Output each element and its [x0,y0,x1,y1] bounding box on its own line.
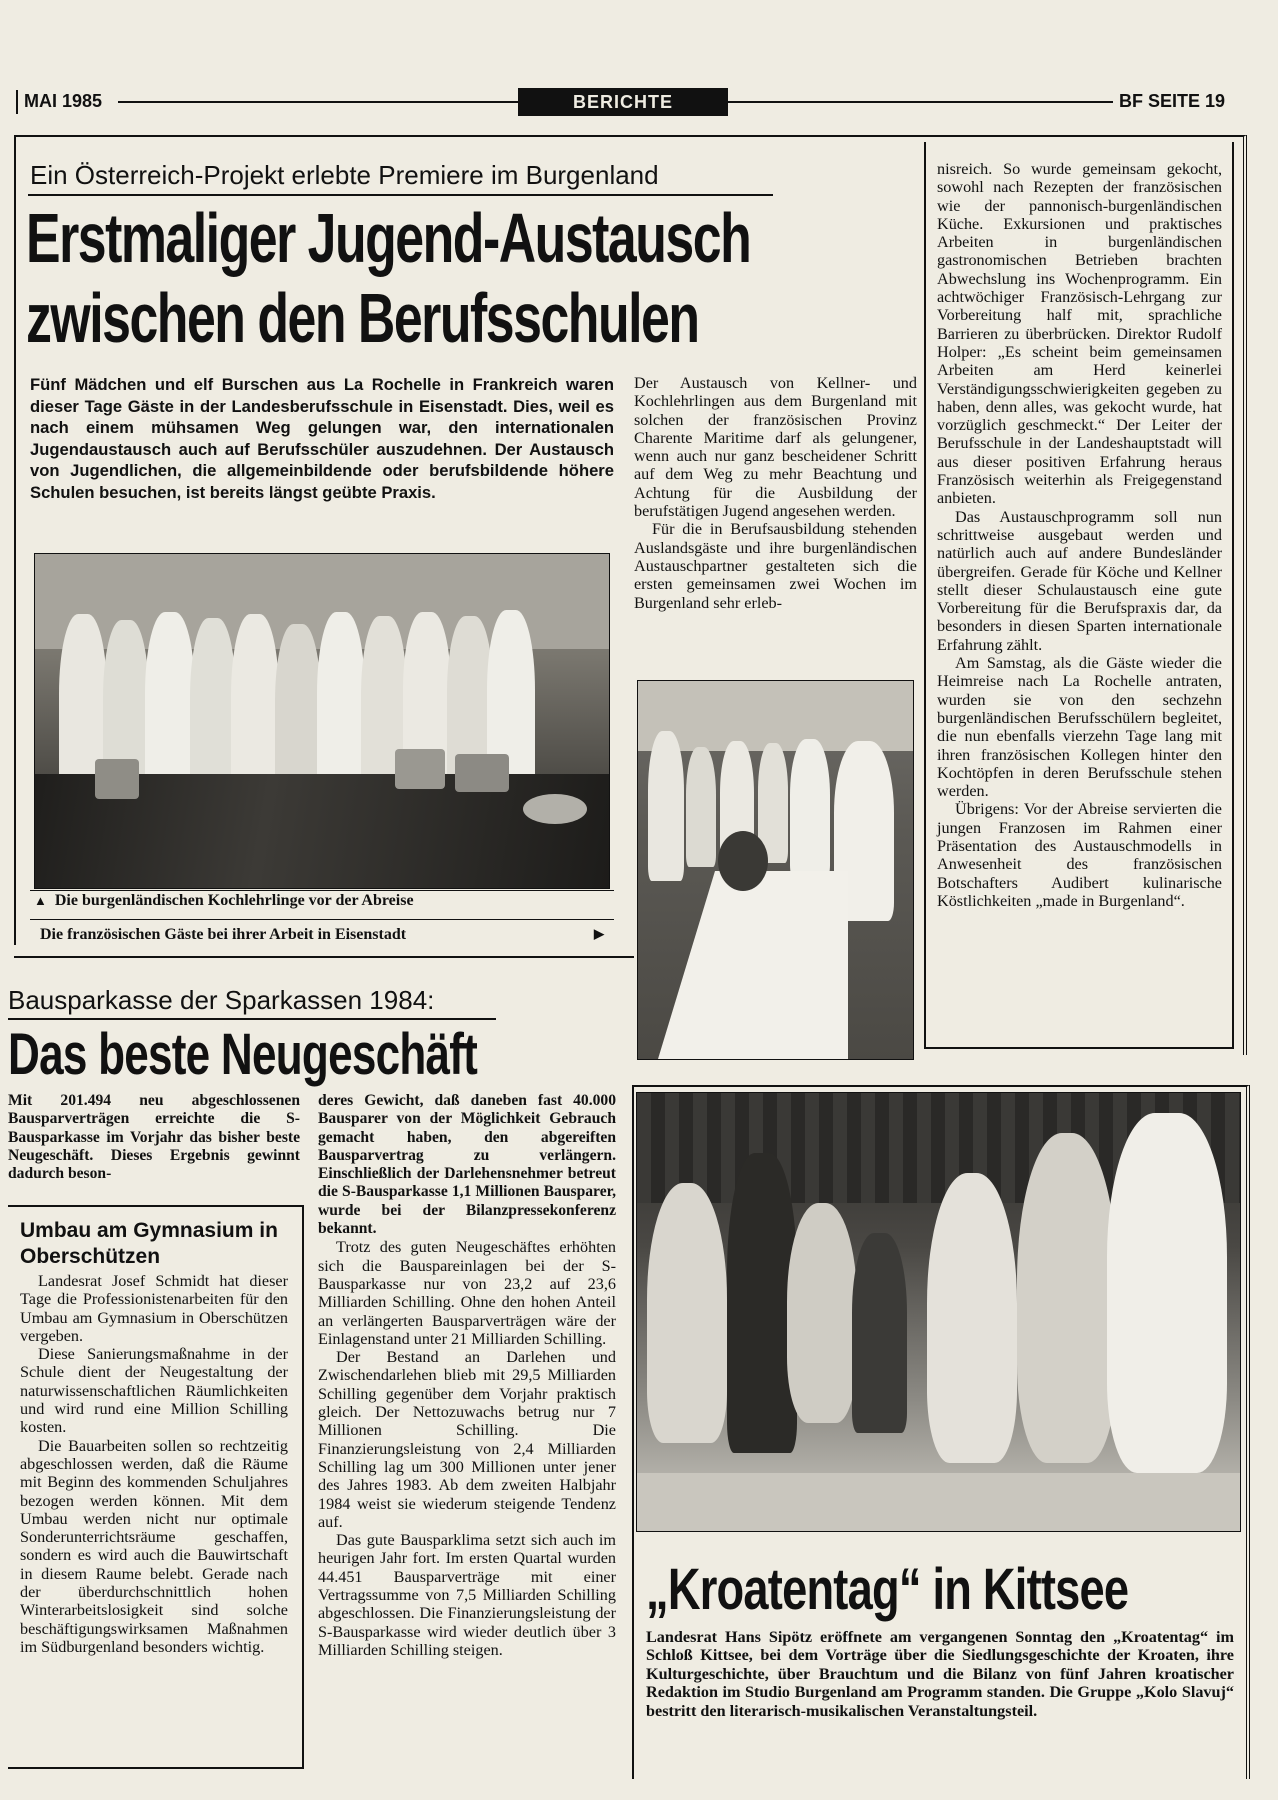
photo-cooks-pot [523,794,587,824]
article1-mid-para: Für die in Berufsausbildung stehenden Auslandsgäste und ihre burgenländischen Austauschpartner gestalteten sich die ersten gemeinsamen zwei Wochen im Burgenland sehr erleb- [634,520,917,612]
photo-cooks-pot [395,749,445,789]
article1-frame-left [14,135,16,945]
waiter-figure [790,739,830,879]
article1-right-para: Am Samstag, als die Gäste wieder die Heimreise nach La Rochelle antraten, wurden sie von den sechzehn burgenländischen Berufsschülern begleitet, die nun ebenfalls vierzehn Tage lang mit ihren französischen Kollegen hinter den Kochtöpfen in deren Berufsschule stehen werden. [937,654,1222,801]
article1-inner-right [1232,142,1234,1047]
article4-body: Landesrat Hans Sipötz eröffnete am vergangenen Sonntag den „Kroatentag“ im Schloß Kittsee, bei dem Vorträge über die Siedlungsgeschichte der Kroaten, ihre Kulturgeschichte, über Brauchtum und die Bilanz von fünf Jahren kroatischer Redaktion im Studio Burgenland am Programm standen. Die Gruppe „Kolo Slavuj“ bestritt den literarisch-musikalischen Veranstaltungsteil. [646,1628,1234,1720]
page-edge-mark [16,90,18,114]
article1-right-para: nisreich. So wurde gemeinsam gekocht, sowohl nach Rezepten der französischen wie der pannonisch-burgenländischen Küche. Exkursionen und praktisches Arbeiten in burgenländischen gastronomischen Betrieben brachten Abwechslung ins Wochenprogramm. Ein achtwöchiger Französisch-Lehrgang zur Vorbereitung half mit, sprachliche Barrieren zu überbrücken. Direktor Rudolf Holper: „Es scheint beim gemeinsamen Arbeiten am Herd keinerlei Verständigungsschwierigkeiten gegeben zu haben, denn alles, was gekocht wurde, hat vorzüglich geschmeckt.“ Der Leiter der Berufsschule in der Landeshauptstadt will aus dieser positiven Erfahrung heraus Französisch weiterhin als Freigegenstand anbieten. [937,160,1222,508]
article2-col1 [8,1092,300,1183]
photo-cooks-pot [95,759,139,799]
article2-col2-para: Trotz des guten Neugeschäftes erhöhten sich die Bauspareinlagen bei der S-Bausparkasse nur von 23,2 auf 23,6 Milliarden Schilling. Ohne den hohen Anteil an verlängerten Bausparverträgen wäre der Einlagenstand unter 21 Milliarden Schilling. [318,1238,616,1348]
dancer-figure [1017,1133,1117,1463]
article3-para: Diese Sanierungsmaßnahme in der Schule dient der Neugestaltung der naturwissenschaftlichen Räumlichkeiten und wird rund eine Million Schilling kosten. [20,1345,288,1437]
waiter-figure [686,747,716,867]
header-rule-right [728,101,1113,103]
article1-col-divider [924,142,926,1048]
article1-right-col [937,160,1222,910]
article2-col2-para: Das gute Bausparklima setzt sich auch im heurigen Jahr fort. Im ersten Quartal wurden 44.451 Bausparverträge mit einer Vertragssumme von 7,5 Milliarden Schilling abgeschlossen. Die Finanzierungsleistung der S-Bausparkasse wird wieder deutlich über 3 Milliarden Schilling steigen. [318,1531,616,1659]
header-rule-left [118,101,518,103]
caption-up-arrow-icon: ▲ [34,893,47,908]
article3-para: Die Bauarbeiten sollen so rechtzeitig abgeschlossen werden, daß die Räume mit Beginn des kommenden Schuljahres bezogen werden können. Mit dem Umbau werden nicht nur optimale Sonderunterrichtsräume geschaffen, sondern es wird auch die Bauwirtschaft in diesem Raume belebt. Gerade nach der überdurchschnittlich hohen Winterarbeitslosigkeit sind solche beschäftigungswirksamen Maßnahmen im Südburgenland besonders wichtig. [20,1436,288,1656]
article2-col1-lead: Mit 201.494 neu abgeschlossenen Bausparverträgen erreichte die S-Bausparkasse im Vorjahr das bisher beste Neugeschäft. Dieses Ergebnis gewinnt dadurch beson- [8,1092,300,1183]
caption-cooks-text: Die burgenländischen Kochlehrlinge vor der Abreise [54,892,414,909]
caption-right-arrow-icon: ▶ [594,926,604,941]
photo-cooks-pot [455,754,509,792]
article2-kicker: Bausparkasse der Sparkassen 1984: [8,985,435,1015]
caption-rule-bottom [14,956,634,958]
article4-headline: „Kroatentag“ in Kittsee [646,1557,1129,1622]
article1-kicker: Ein Österreich-Projekt erlebte Premiere im Burgenland [30,160,659,190]
header-page: BF SEITE 19 [1119,91,1226,111]
caption-rule-top [30,890,614,891]
article1-mid-col [634,374,917,612]
caption-guests-text: Die französischen Gäste bei ihrer Arbeit in Eisenstadt [40,926,407,943]
article1-right-para: Übrigens: Vor der Abreise servierten die jungen Franzosen im Rahmen einer Präsentation des Austauschmodells in Anwesenheit des französischen Botschafters Audibert kulinarische Köstlichkeiten „made in Burgenland“. [937,800,1222,910]
article3-headline: Umbau am Gymnasium in Oberschützen [20,1219,278,1268]
article2-col2 [318,1092,616,1659]
article1-kicker-underline [28,194,773,196]
header-date: MAI 1985 [24,91,103,111]
article3-para: Landesrat Josef Schmidt hat dieser Tage die Professionistenarbeiten für den Umbau am Gymnasium in Oberschützen vergeben. [20,1272,288,1345]
article1-right-para: Das Austauschprogramm soll nun schrittweise ausgebaut werden und natürlich auch auf andere Bundesländer übergreifen. Gerade für Köche und Kellner stellt dieser Schulaustausch eine gute Vorbereitung für die Berufspraxis dar, da besonders in diesen Sparten internationale Erfahrung zählt. [937,507,1222,654]
article2-col2-para: Der Bestand an Darlehen und Zwischendarlehen blieb mit 29,5 Milliarden Schilling gegenüber dem Vorjahr praktisch gleich. Der Nettozuwachs betrug nur 7 Millionen Schilling. Die Finanzierungsleistung von 2,4 Milliarden Schilling lag um 300 Millionen unter jener des Jahres 1983. Ab dem zweiten Halbjahr 1984 weist sie wiederum steigende Tendenz auf. [318,1348,616,1531]
dancer-figure [647,1183,727,1443]
photo-guests-table [658,871,848,1059]
article1-inner-bottom [924,1047,1234,1049]
photo-folk-dancers [636,1092,1241,1532]
photo-folk-floor [637,1473,1240,1531]
photo-cooks-group [34,553,610,889]
article2-col2-para-bold: deres Gewicht, daß daneben fast 40.000 Bausparer von der Möglichkeit Gebrauch gemacht haben, den abgereiften Bausparvertrag zu verlängern. Einschließlich der Darlehensnehmer betreut die S-Bausparkasse 1,1 Millionen Bausparer, wurde bei der Bilanzpressekonferenz bekannt. [318,1092,616,1238]
dancer-figure [787,1203,857,1423]
caption-cooks [34,892,614,916]
photo-guests-working [637,680,914,1060]
article1-headline-line1: Erstmaliger Jugend-Austausch [26,199,751,277]
dancer-figure [927,1173,1017,1463]
article1-headline [26,198,906,358]
article4-headline-wrap [646,1558,1236,1628]
article2-headline-wrap [8,1020,568,1090]
dancer-figure [852,1233,907,1433]
photo-guests-flowers [718,831,768,891]
article2-headline: Das beste Neugeschäft [8,1022,478,1087]
article1-mid-para: Der Austausch von Kellner- und Kochlehrlingen aus dem Burgenland mit solchen der französischen Provinz Charente Maritime darf als gelungener, wenn auch nur ganz bescheidener Schritt auf dem Weg zu mehr Beachtung und Achtung für die Ausbildung der berufstätigen Jugend angesehen werden. [634,374,917,521]
header-section-badge [518,88,728,116]
waiter-figure [648,731,684,881]
caption-guests [40,926,614,950]
caption-rule-mid [30,919,614,920]
article1-headline-line2: zwischen den Berufsschulen [26,279,699,357]
header-section-label: BERICHTE [572,92,673,112]
article1-lead: Fünf Mädchen und elf Burschen aus La Rochelle in Frankreich waren dieser Tage Gäste in der Landesberufsschule in Eisenstadt. Dies, weil es nach einem mühsamen Weg gelungen war, den internationalen Jugendaustausch auch auf Berufsschüler auszudehnen. Der Austausch von Jugendlichen, die allgemeinbildende oder berufsbildende höhere Schulen besuchen, ist bereits längst geübte Praxis. [30,375,614,502]
article3-body [20,1272,288,1656]
dancer-figure [1107,1113,1227,1473]
